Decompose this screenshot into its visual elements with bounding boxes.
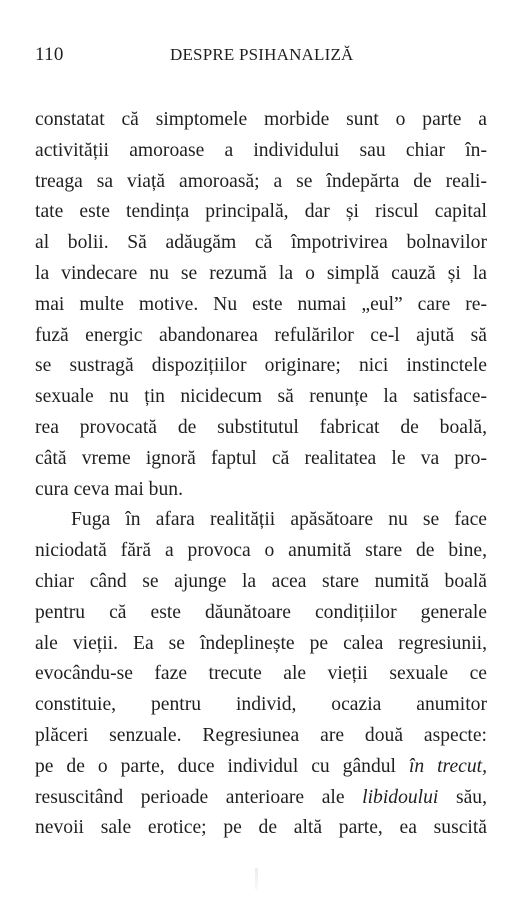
text-line bbox=[35, 752, 487, 783]
text-line: sexuale nu țin nicidecum să renunțe la satisface- bbox=[35, 386, 487, 408]
body-text bbox=[35, 105, 487, 844]
text-line: ale vieții. Ea se îndeplinește pe calea regresiunii, bbox=[35, 632, 487, 654]
italic-text: în trecut, bbox=[408, 755, 487, 777]
text-line: niciodată fără a provoca o anumită stare de bine, bbox=[35, 540, 487, 562]
text-run: resuscitând perioade anterioare ale bbox=[35, 786, 363, 808]
text-line: treaga sa viață amoroasă; a se îndepărta de reali- bbox=[35, 170, 487, 192]
italic-text: libidoului bbox=[362, 786, 439, 808]
text-line: cura ceva mai bun. bbox=[35, 478, 183, 500]
text-line: plăceri senzuale. Regresiunea are două aspecte: bbox=[35, 724, 487, 746]
text-line: mai multe motive. Nu este numai „eul” care re- bbox=[35, 293, 487, 315]
paragraph bbox=[35, 105, 487, 505]
text-line: Fuga în afara realității apăsătoare nu se face bbox=[71, 509, 487, 531]
text-line: se sustragă dispozițiilor originare; nici instinctele bbox=[35, 355, 487, 377]
text-line: câtă vreme ignoră faptul că realitatea le va pro- bbox=[35, 447, 487, 469]
text-line: la vindecare nu se rezumă la o simplă cauză și la bbox=[35, 262, 487, 284]
paragraph bbox=[35, 505, 487, 844]
text-run: pe de o parte, duce individul cu gândul bbox=[35, 755, 409, 777]
text-line: constituie, pentru individ, ocazia anumitor bbox=[35, 694, 487, 716]
text-line: tate este tendința principală, dar și riscul capital bbox=[35, 201, 487, 223]
text-line: activității amoroase a individului sau chiar în- bbox=[35, 139, 487, 161]
text-run: său, bbox=[438, 786, 487, 808]
text-line: nevoii sale erotice; pe de altă parte, ea suscită bbox=[35, 817, 487, 839]
text-line: fuză energic abandonarea refulărilor ce-l ajută să bbox=[35, 324, 487, 346]
scan-artifact bbox=[255, 868, 258, 890]
page-number: 110 bbox=[35, 44, 64, 65]
running-title: DESPRE PSIHANALIZĂ bbox=[170, 45, 354, 64]
text-line: constatat că simptomele morbide sunt o parte a bbox=[35, 109, 487, 130]
text-line bbox=[35, 783, 487, 814]
text-line: chiar când se ajunge la acea stare numită boală bbox=[35, 570, 487, 592]
text-line: al bolii. Să adăugăm că împotrivirea bolnavilor bbox=[35, 232, 487, 254]
text-line: pentru că este dăunătoare condițiilor generale bbox=[35, 601, 487, 623]
running-head bbox=[35, 44, 483, 68]
text-line: evocându-se faze trecute ale vieții sexuale ce bbox=[35, 663, 487, 685]
text-line: rea provocată de substitutul fabricat de boală, bbox=[35, 416, 487, 438]
